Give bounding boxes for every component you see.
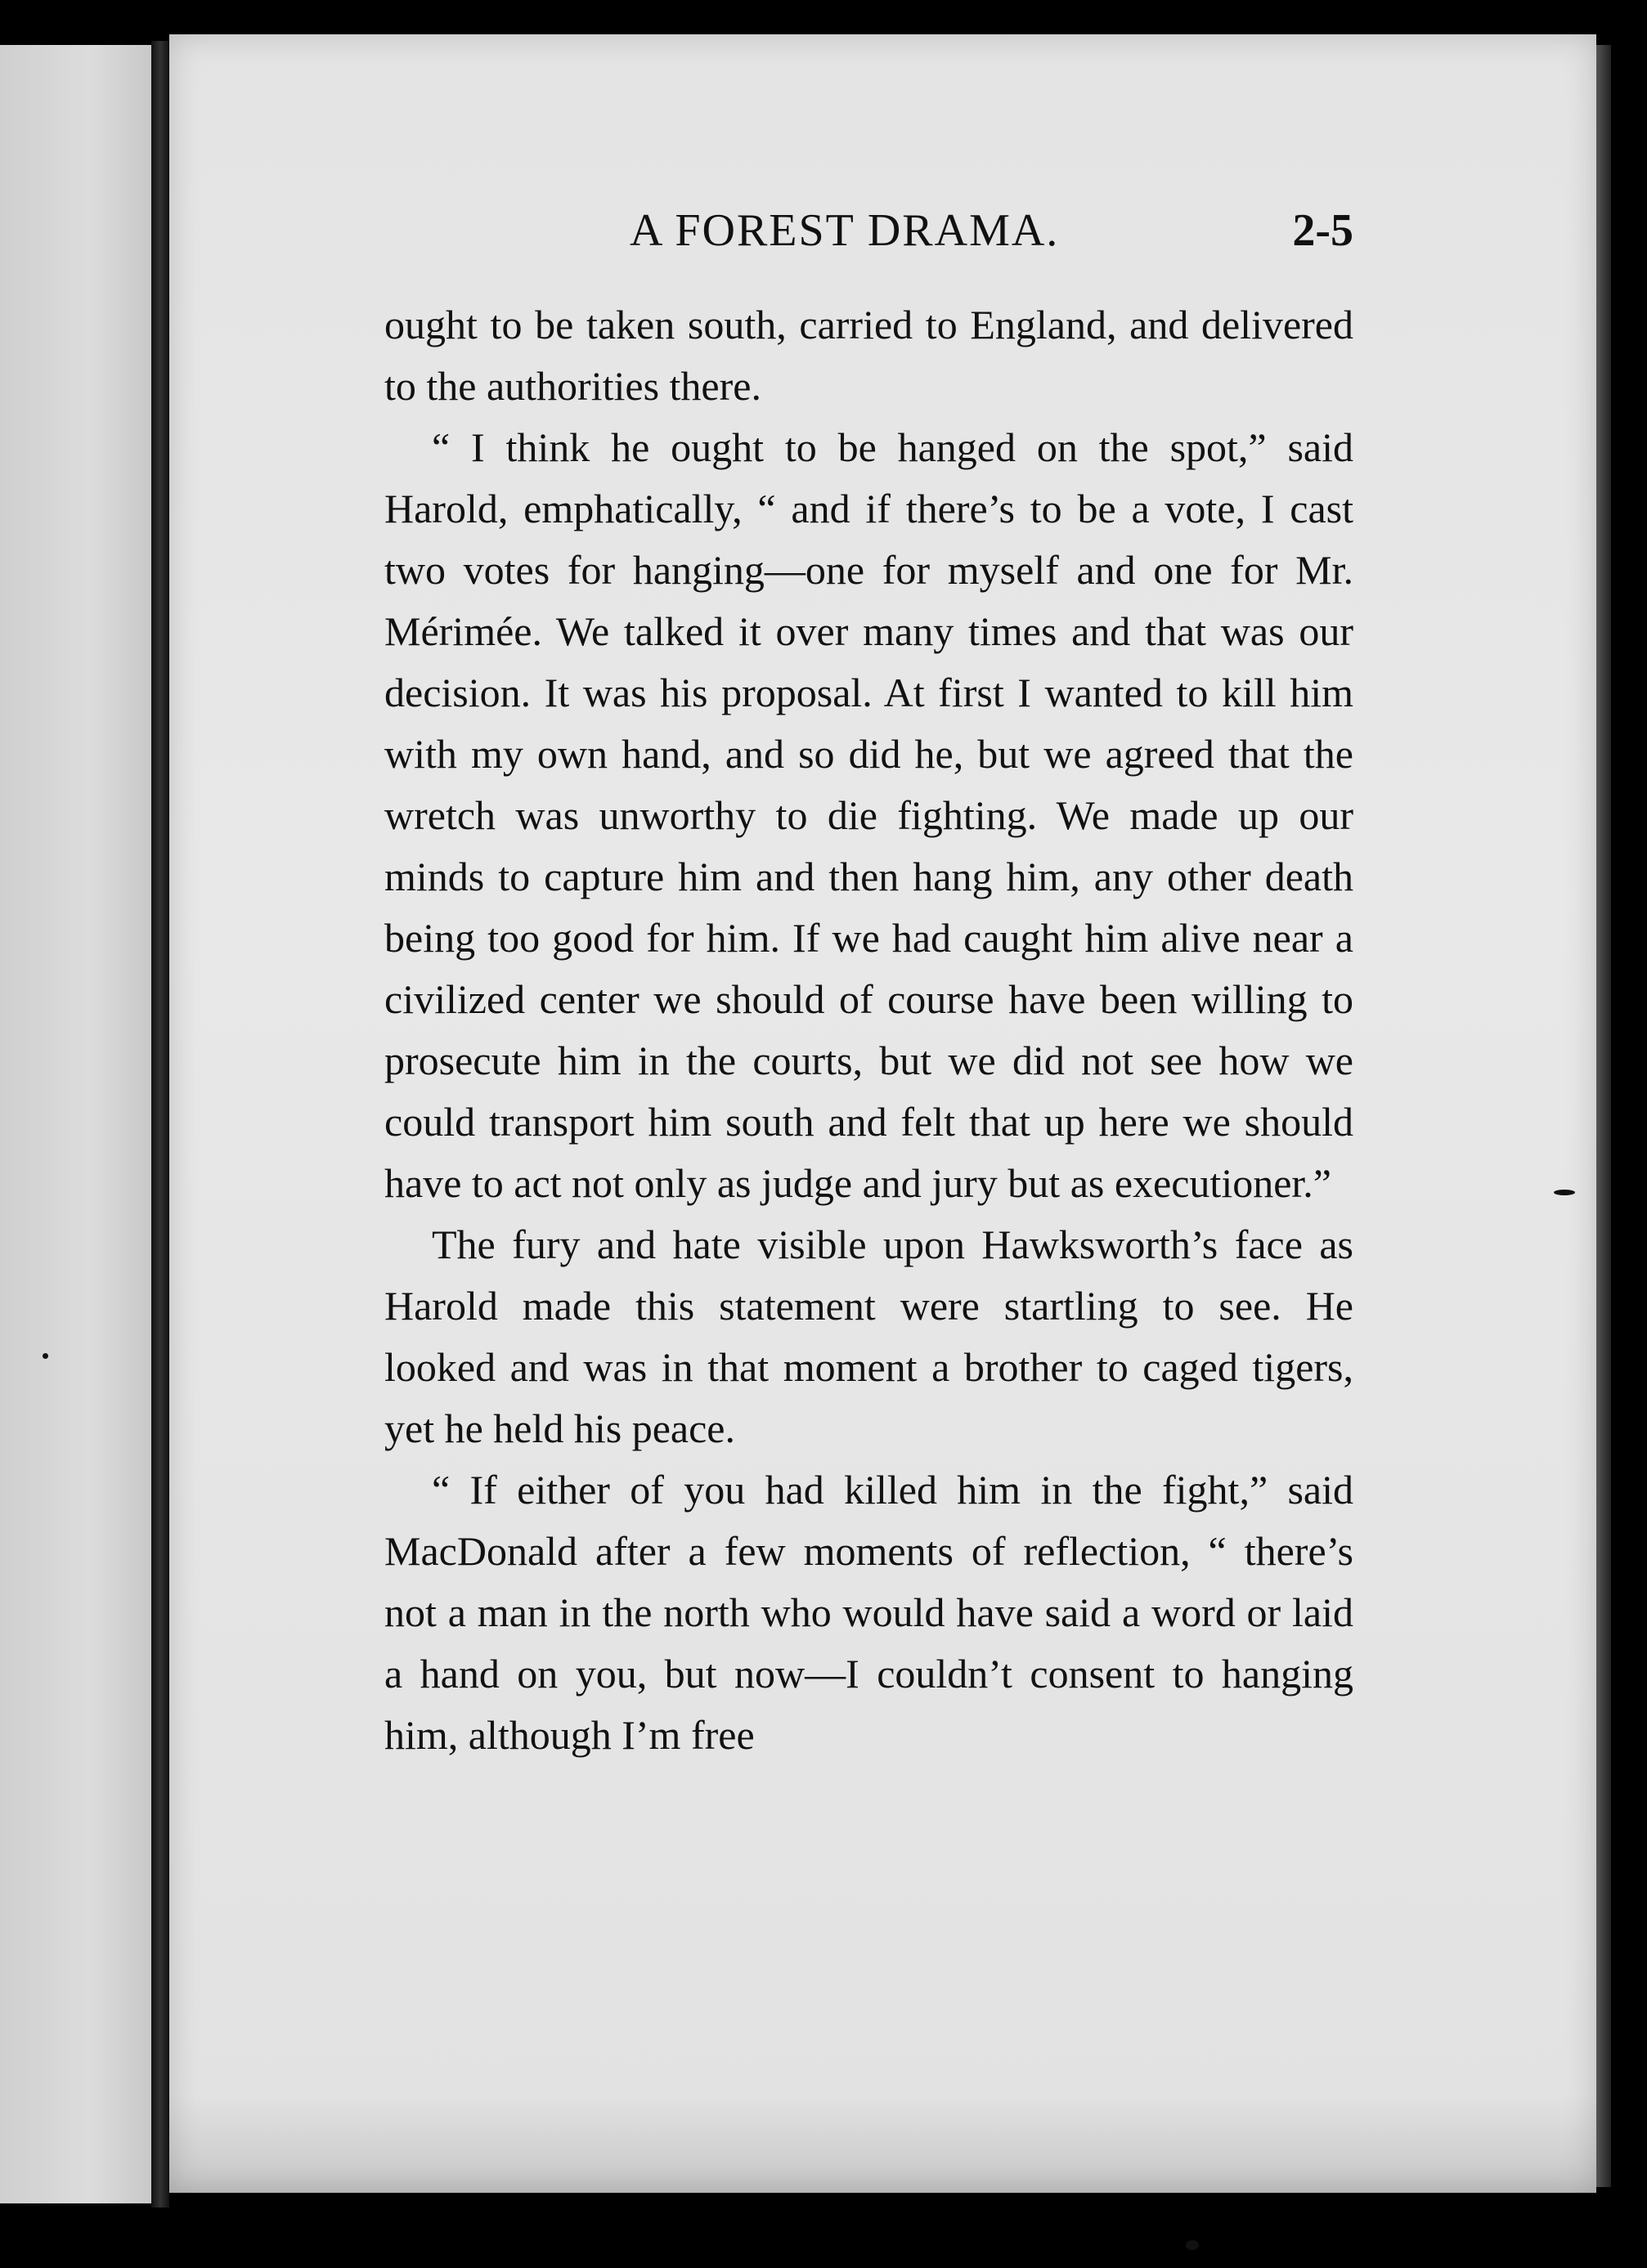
running-header [384, 204, 1353, 262]
scan-speck [1186, 2240, 1199, 2250]
paragraph: “ If either of you had killed him in the fight,” said MacDonald after a few moments of reflection, “ there’s not a man in the north who would have said a word or laid a hand on you, but now—I couldn’t consent to hanging him, although I’m free [384, 1467, 1353, 1758]
page-edge-shadow [1596, 45, 1611, 2187]
scan-speck [43, 1353, 48, 1359]
running-title: A FOREST DRAMA. [630, 205, 1060, 256]
paragraph: The fury and hate visible upon Hawksworth’s face as Harold made this statement were startling to see. He looked and was in that moment a brother to caged tigers, yet he held his peace. [384, 1221, 1353, 1451]
scan-speck [1554, 1190, 1575, 1195]
facing-page-edge [0, 45, 151, 2203]
page-bottom-shadow [169, 2093, 1596, 2193]
paragraph: “ I think he ought to be hanged on the spot,” said Harold, emphatically, “ and if there’s to be a vote, I cast two votes for hanging—one for myself and one for Mr. Mérimée. We talked it over many times and that was our decision. It was his proposal. At first I wanted to kill him with my own hand, and so did he, but we agreed that the wretch was unworthy to die fighting. We made up our minds to capture him and then hang him, any other death being too good for him. If we had caught him alive near a civilized center we should of course have been willing to prosecute him in the courts, but we did not see how we could transport him south and felt that up here we should have to act not only as judge and jury but as executioner.” [384, 424, 1353, 1206]
page-number: 2-5 [1292, 205, 1353, 256]
book-gutter [151, 41, 169, 2207]
paragraph: ought to be taken south, carried to England, and delivered to the authorities there. [384, 302, 1353, 409]
body-text [384, 294, 1353, 1766]
